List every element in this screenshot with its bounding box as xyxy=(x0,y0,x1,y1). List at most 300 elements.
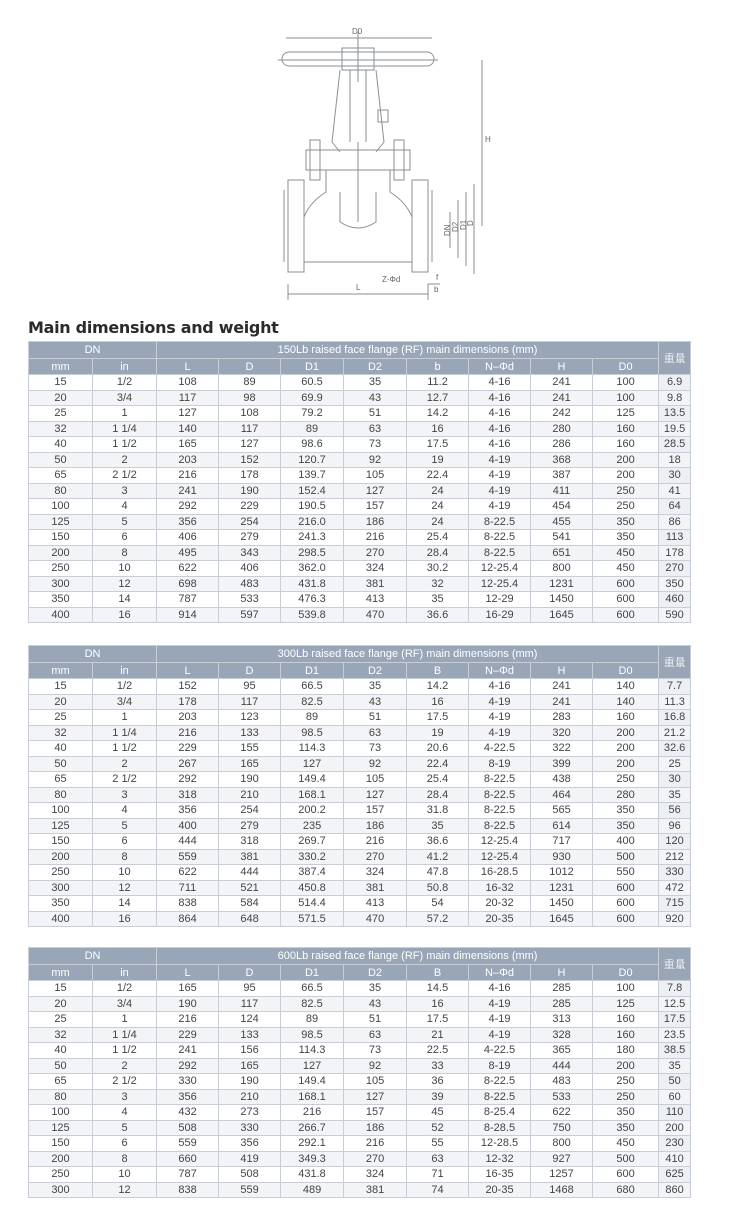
table-cell: 622 xyxy=(157,865,219,881)
table-cell: 4-19 xyxy=(469,1027,531,1043)
table-cell: 125 xyxy=(593,406,659,422)
table-cell: 406 xyxy=(219,561,281,577)
table-cell: 711 xyxy=(157,880,219,896)
table-cell: 8-22.5 xyxy=(469,530,531,546)
table-cell: 57.2 xyxy=(407,911,469,927)
table-cell: 4-16 xyxy=(469,406,531,422)
table-cell: 22.5 xyxy=(407,1043,469,1059)
table-cell: 30 xyxy=(659,468,691,484)
table-cell: 16-32 xyxy=(469,880,531,896)
table-cell: 787 xyxy=(157,592,219,608)
table-cell: 8-22.5 xyxy=(469,787,531,803)
table-cell: 533 xyxy=(531,1089,593,1105)
table-cell: 350 xyxy=(29,896,93,912)
table-cell: 178 xyxy=(659,545,691,561)
table-cell: 356 xyxy=(157,803,219,819)
table-cell: 8-22.5 xyxy=(469,545,531,561)
table-cell: 21 xyxy=(407,1027,469,1043)
table-cell: 10 xyxy=(93,865,157,881)
table-cell: 8-28.5 xyxy=(469,1120,531,1136)
table-cell: 590 xyxy=(659,607,691,623)
table-cell: 23.5 xyxy=(659,1027,691,1043)
table-cell: 368 xyxy=(531,452,593,468)
table-cell: 322 xyxy=(531,741,593,757)
table-cell: 438 xyxy=(531,772,593,788)
table-cell: 330 xyxy=(219,1120,281,1136)
table-cell: 241 xyxy=(531,694,593,710)
table-cell: 92 xyxy=(344,756,407,772)
table-cell: 36 xyxy=(407,1074,469,1090)
table-cell: 17.5 xyxy=(407,710,469,726)
table-cell: 80 xyxy=(29,483,93,499)
table-cell: 489 xyxy=(281,1182,344,1198)
table-cell: 2 1/2 xyxy=(93,1074,157,1090)
table-cell: 1/2 xyxy=(93,981,157,997)
table-cell: 51 xyxy=(344,406,407,422)
column-header: D1 xyxy=(281,359,344,375)
table-row xyxy=(29,787,691,803)
table-cell: 508 xyxy=(219,1167,281,1183)
table-row xyxy=(29,561,691,577)
table-row xyxy=(29,981,691,997)
table-cell: 270 xyxy=(344,1151,407,1167)
table-cell: 571.5 xyxy=(281,911,344,927)
table-row xyxy=(29,803,691,819)
table-cell: 71 xyxy=(407,1167,469,1183)
table-cell: 14.2 xyxy=(407,679,469,695)
table-cell: 600 xyxy=(593,911,659,927)
table-cell: 19 xyxy=(407,725,469,741)
column-header: N–Φd xyxy=(469,965,531,981)
table-cell: 7.7 xyxy=(659,679,691,695)
table-cell: 1 1/4 xyxy=(93,725,157,741)
table-cell: 24 xyxy=(407,483,469,499)
table-row xyxy=(29,818,691,834)
table-cell: 86 xyxy=(659,514,691,530)
table-cell: 4-19 xyxy=(469,725,531,741)
table-cell: 63 xyxy=(344,1027,407,1043)
table-cell: 12.7 xyxy=(407,390,469,406)
table-cell: 472 xyxy=(659,880,691,896)
table-cell: 51 xyxy=(344,710,407,726)
table-cell: 241 xyxy=(531,390,593,406)
table-row xyxy=(29,1105,691,1121)
table-cell: 600 xyxy=(593,880,659,896)
table-row xyxy=(29,880,691,896)
table-cell: 356 xyxy=(157,514,219,530)
table-cell: 127 xyxy=(344,1089,407,1105)
table-cell: 381 xyxy=(344,880,407,896)
table-cell: 660 xyxy=(157,1151,219,1167)
table-row xyxy=(29,545,691,561)
table-cell: 160 xyxy=(593,710,659,726)
table-cell: 186 xyxy=(344,818,407,834)
table-row xyxy=(29,1089,691,1105)
table-cell: 16-35 xyxy=(469,1167,531,1183)
table-cell: 541 xyxy=(531,530,593,546)
table-cell: 38.5 xyxy=(659,1043,691,1059)
table-cell: 450 xyxy=(593,1136,659,1152)
table-cell: 73 xyxy=(344,1043,407,1059)
table-cell: 350 xyxy=(593,803,659,819)
table-cell: 381 xyxy=(344,1182,407,1198)
column-header: mm xyxy=(29,965,93,981)
table-row xyxy=(29,452,691,468)
table-cell: 190 xyxy=(219,483,281,499)
table-cell: 165 xyxy=(219,1058,281,1074)
table-cell: 52 xyxy=(407,1120,469,1136)
column-header: H xyxy=(531,359,593,375)
table-row xyxy=(29,756,691,772)
table-cell: 12-25.4 xyxy=(469,849,531,865)
table-cell: 66.5 xyxy=(281,679,344,695)
table-cell: 254 xyxy=(219,803,281,819)
table-cell: 165 xyxy=(157,981,219,997)
table-cell: 3 xyxy=(93,1089,157,1105)
table-cell: 242 xyxy=(531,406,593,422)
table-cell: 35 xyxy=(344,375,407,391)
table-cell: 216 xyxy=(157,468,219,484)
table-cell: 8-19 xyxy=(469,756,531,772)
column-header: D0 xyxy=(593,359,659,375)
table-cell: 17.5 xyxy=(407,1012,469,1028)
table-cell: 178 xyxy=(219,468,281,484)
table-cell: 4-19 xyxy=(469,499,531,515)
table-cell: 413 xyxy=(344,592,407,608)
table-cell: 2 xyxy=(93,452,157,468)
table-cell: 920 xyxy=(659,911,691,927)
table-row xyxy=(29,390,691,406)
table-cell: 216 xyxy=(344,530,407,546)
table-cell: 127 xyxy=(281,756,344,772)
table-cell: 1645 xyxy=(531,607,593,623)
table-cell: 203 xyxy=(157,710,219,726)
table-cell: 216.0 xyxy=(281,514,344,530)
table-cell: 838 xyxy=(157,896,219,912)
table-cell: 89 xyxy=(281,1012,344,1028)
table-cell: 186 xyxy=(344,514,407,530)
table-cell: 483 xyxy=(531,1074,593,1090)
table-cell: 500 xyxy=(593,849,659,865)
table-cell: 25 xyxy=(29,406,93,422)
table-cell: 114.3 xyxy=(281,741,344,757)
table-cell: 4-19 xyxy=(469,483,531,499)
column-header: D2 xyxy=(344,965,407,981)
table-row xyxy=(29,694,691,710)
table-cell: 35 xyxy=(344,679,407,695)
table-cell: 120.7 xyxy=(281,452,344,468)
table-cell: 50 xyxy=(29,452,93,468)
table-cell: 139.7 xyxy=(281,468,344,484)
table-cell: 4-19 xyxy=(469,694,531,710)
table-cell: 450 xyxy=(593,561,659,577)
table-cell: 69.9 xyxy=(281,390,344,406)
table-cell: 280 xyxy=(531,421,593,437)
table-cell: 11.3 xyxy=(659,694,691,710)
column-header: D xyxy=(219,965,281,981)
table-row xyxy=(29,483,691,499)
table-cell: 5 xyxy=(93,1120,157,1136)
table-cell: 2 xyxy=(93,1058,157,1074)
table-cell: 92 xyxy=(344,452,407,468)
table-cell: 3 xyxy=(93,787,157,803)
table-row xyxy=(29,406,691,422)
table-row xyxy=(29,592,691,608)
column-header: mm xyxy=(29,663,93,679)
table-cell: 600 xyxy=(593,1167,659,1183)
table-row xyxy=(29,514,691,530)
table-cell: 550 xyxy=(593,865,659,881)
table-cell: 51 xyxy=(344,1012,407,1028)
table-cell: 18 xyxy=(659,452,691,468)
table-cell: 160 xyxy=(593,437,659,453)
table-cell: 387.4 xyxy=(281,865,344,881)
label-zfd: Z-Φd xyxy=(382,275,401,284)
table-cell: 460 xyxy=(659,592,691,608)
table-cell: 216 xyxy=(281,1105,344,1121)
table-cell: 20 xyxy=(29,694,93,710)
table-cell: 33 xyxy=(407,1058,469,1074)
table-cell: 12.5 xyxy=(659,996,691,1012)
table-row xyxy=(29,607,691,623)
table-cell: 73 xyxy=(344,437,407,453)
table-cell: 4-16 xyxy=(469,679,531,695)
table-cell: 229 xyxy=(157,741,219,757)
table-cell: 280 xyxy=(593,787,659,803)
table-cell: 74 xyxy=(407,1182,469,1198)
table-cell: 35 xyxy=(407,818,469,834)
table-cell: 8-22.5 xyxy=(469,818,531,834)
table-cell: 270 xyxy=(344,849,407,865)
table-cell: 1231 xyxy=(531,880,593,896)
table-cell: 241 xyxy=(531,375,593,391)
table-cell: 98.5 xyxy=(281,1027,344,1043)
table-cell: 927 xyxy=(531,1151,593,1167)
table-cell: 431.8 xyxy=(281,1167,344,1183)
column-header: in xyxy=(93,359,157,375)
table-cell: 47.8 xyxy=(407,865,469,881)
table-cell: 16 xyxy=(407,996,469,1012)
table-cell: 267 xyxy=(157,756,219,772)
table-cell: 200 xyxy=(29,1151,93,1167)
table-cell: 105 xyxy=(344,772,407,788)
table-cell: 1 1/2 xyxy=(93,741,157,757)
table-cell: 108 xyxy=(219,406,281,422)
table-cell: 241 xyxy=(157,483,219,499)
table-cell: 140 xyxy=(593,694,659,710)
label-h: H xyxy=(485,135,491,144)
table-cell: 483 xyxy=(219,576,281,592)
table-cell: 133 xyxy=(219,725,281,741)
table-cell: 1645 xyxy=(531,911,593,927)
table-cell: 25 xyxy=(659,756,691,772)
table-cell: 300 xyxy=(29,1182,93,1198)
spec-table-600lb xyxy=(28,947,691,1198)
column-header: N–Φd xyxy=(469,663,531,679)
column-header: L xyxy=(157,663,219,679)
column-header: D0 xyxy=(593,965,659,981)
table-cell: 216 xyxy=(157,1012,219,1028)
table-cell: 285 xyxy=(531,981,593,997)
table-cell: 400 xyxy=(593,834,659,850)
table-cell: 406 xyxy=(157,530,219,546)
table-cell: 20-35 xyxy=(469,911,531,927)
table-cell: 32.6 xyxy=(659,741,691,757)
table-cell: 117 xyxy=(157,390,219,406)
table-cell: 12-28.5 xyxy=(469,1136,531,1152)
table-cell: 320 xyxy=(531,725,593,741)
table-cell: 470 xyxy=(344,911,407,927)
table-cell: 285 xyxy=(531,996,593,1012)
table-cell: 600 xyxy=(593,896,659,912)
table-cell: 1 1/2 xyxy=(93,437,157,453)
table-cell: 25 xyxy=(29,710,93,726)
table-cell: 241 xyxy=(531,679,593,695)
table-cell: 1 1/4 xyxy=(93,1027,157,1043)
table-cell: 150 xyxy=(29,834,93,850)
table-cell: 9.8 xyxy=(659,390,691,406)
table-cell: 200 xyxy=(29,545,93,561)
table-row xyxy=(29,772,691,788)
table-cell: 330 xyxy=(157,1074,219,1090)
table-cell: 1 1/2 xyxy=(93,1043,157,1059)
table-cell: 500 xyxy=(593,1151,659,1167)
table-cell: 411 xyxy=(531,483,593,499)
table-cell: 432 xyxy=(157,1105,219,1121)
table-cell: 12-25.4 xyxy=(469,576,531,592)
table-cell: 127 xyxy=(281,1058,344,1074)
table-cell: 600 xyxy=(593,576,659,592)
table-cell: 210 xyxy=(219,787,281,803)
table-cell: 180 xyxy=(593,1043,659,1059)
table-cell: 4-19 xyxy=(469,1012,531,1028)
table-cell: 16-28.5 xyxy=(469,865,531,881)
table-cell: 318 xyxy=(157,787,219,803)
table-row xyxy=(29,1058,691,1074)
table-cell: 20-32 xyxy=(469,896,531,912)
table-cell: 200.2 xyxy=(281,803,344,819)
table-cell: 200 xyxy=(593,725,659,741)
table-cell: 17.5 xyxy=(407,437,469,453)
table-cell: 328 xyxy=(531,1027,593,1043)
table-cell: 1 xyxy=(93,406,157,422)
table-cell: 399 xyxy=(531,756,593,772)
table-cell: 381 xyxy=(344,576,407,592)
table-cell: 1 xyxy=(93,710,157,726)
table-row xyxy=(29,865,691,881)
table-cell: 476.3 xyxy=(281,592,344,608)
table-cell: 65 xyxy=(29,468,93,484)
globe-valve-drawing xyxy=(270,22,500,307)
column-header: L xyxy=(157,359,219,375)
table-cell: 43 xyxy=(344,996,407,1012)
table-cell: 470 xyxy=(344,607,407,623)
table-cell: 35 xyxy=(407,592,469,608)
table-cell: 157 xyxy=(344,499,407,515)
table-cell: 350 xyxy=(593,1120,659,1136)
label-b: b xyxy=(434,285,439,294)
table-cell: 11.2 xyxy=(407,375,469,391)
table-cell: 508 xyxy=(157,1120,219,1136)
table-cell: 450 xyxy=(593,545,659,561)
table-cell: 298.5 xyxy=(281,545,344,561)
dn-header: DN xyxy=(29,342,157,359)
table-cell: 82.5 xyxy=(281,996,344,1012)
table-row xyxy=(29,725,691,741)
table-cell: 14 xyxy=(93,896,157,912)
table-cell: 155 xyxy=(219,741,281,757)
table-cell: 559 xyxy=(157,1136,219,1152)
table-cell: 114.3 xyxy=(281,1043,344,1059)
table-cell: 17.5 xyxy=(659,1012,691,1028)
table-cell: 625 xyxy=(659,1167,691,1183)
table-cell: 4-16 xyxy=(469,390,531,406)
table-row xyxy=(29,1151,691,1167)
table-cell: 7.8 xyxy=(659,981,691,997)
table-cell: 186 xyxy=(344,1120,407,1136)
table-cell: 6 xyxy=(93,530,157,546)
label-f: f xyxy=(436,273,439,282)
table-cell: 160 xyxy=(593,421,659,437)
table-cell: 95 xyxy=(219,679,281,695)
table-cell: 454 xyxy=(531,499,593,515)
table-cell: 150 xyxy=(29,1136,93,1152)
table-cell: 73 xyxy=(344,741,407,757)
table-cell: 533 xyxy=(219,592,281,608)
weight-header: 重量 xyxy=(659,948,691,981)
table-cell: 210 xyxy=(219,1089,281,1105)
table-cell: 6.9 xyxy=(659,375,691,391)
table-cell: 2 1/2 xyxy=(93,772,157,788)
label-d0: D0 xyxy=(352,27,363,36)
table-cell: 559 xyxy=(157,849,219,865)
table-cell: 800 xyxy=(531,561,593,577)
table-cell: 300 xyxy=(29,576,93,592)
table-cell: 105 xyxy=(344,1074,407,1090)
table-cell: 16 xyxy=(93,911,157,927)
table-cell: 24 xyxy=(407,514,469,530)
table-cell: 66.5 xyxy=(281,981,344,997)
table-cell: 92 xyxy=(344,1058,407,1074)
section-title: Main dimensions and weight xyxy=(28,318,279,337)
table-cell: 600 xyxy=(593,592,659,608)
table-cell: 152 xyxy=(157,679,219,695)
table-cell: 100 xyxy=(29,803,93,819)
table-cell: 63 xyxy=(344,725,407,741)
table-row xyxy=(29,1167,691,1183)
table-row xyxy=(29,1136,691,1152)
table-cell: 100 xyxy=(593,390,659,406)
table-cell: 350 xyxy=(593,530,659,546)
table-cell: 521 xyxy=(219,880,281,896)
table-cell: 12-29 xyxy=(469,592,531,608)
table-cell: 13.5 xyxy=(659,406,691,422)
table-cell: 8-22.5 xyxy=(469,1074,531,1090)
table-cell: 152 xyxy=(219,452,281,468)
table-cell: 149.4 xyxy=(281,772,344,788)
table-cell: 1/2 xyxy=(93,679,157,695)
table-cell: 450.8 xyxy=(281,880,344,896)
table-cell: 8 xyxy=(93,849,157,865)
table-title: 150Lb raised face flange (RF) main dimensions (mm) xyxy=(157,342,659,359)
table-cell: 698 xyxy=(157,576,219,592)
table-cell: 8 xyxy=(93,545,157,561)
table-cell: 4-19 xyxy=(469,710,531,726)
table-cell: 254 xyxy=(219,514,281,530)
table-cell: 41 xyxy=(659,483,691,499)
table-row xyxy=(29,834,691,850)
table-cell: 55 xyxy=(407,1136,469,1152)
